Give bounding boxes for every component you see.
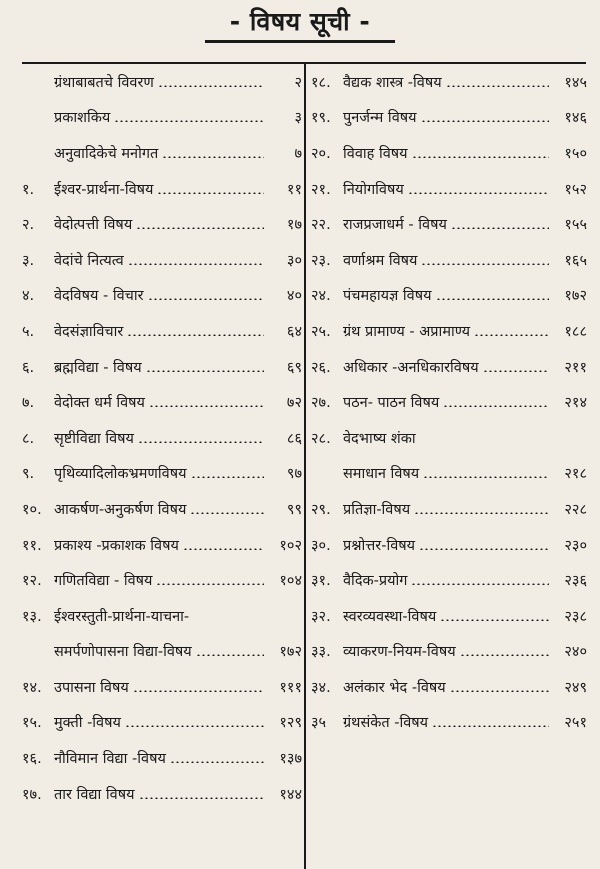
dot-leader: [183, 548, 264, 550]
entry-page: १०४: [279, 573, 302, 590]
entry-number: २७.: [311, 395, 331, 412]
entry-page: २३०: [564, 537, 587, 554]
entry-number: ३२.: [311, 608, 331, 625]
entry-number: ३४.: [311, 679, 331, 696]
entry-page: १०२: [279, 537, 302, 554]
entry-page: १८८: [564, 323, 587, 340]
dot-leader: [190, 512, 264, 514]
dot-leader: [408, 192, 549, 194]
toc-entry: [22, 278, 302, 314]
entry-title: ग्रंथाबाबतचे विवरण: [54, 74, 154, 91]
entry-title: पंचमहायज्ञ विषय: [343, 288, 432, 305]
dot-leader: [138, 441, 264, 443]
title-underline: [205, 40, 395, 43]
entry-number: ४.: [22, 288, 35, 305]
toc-entry: [22, 349, 302, 385]
entry-title: प्रतिज्ञा-विषय: [343, 501, 411, 518]
entry-page: ११: [286, 181, 302, 198]
dot-leader: [162, 156, 264, 158]
entry-number: २१.: [311, 181, 331, 198]
toc-entry: [22, 313, 302, 349]
dot-leader: [421, 263, 549, 265]
entry-page: २१४: [564, 395, 587, 412]
toc-entry: [311, 705, 587, 741]
entry-title: राजप्रजाधर्म - विषय: [343, 217, 447, 234]
entry-title: ईश्वर-प्रार्थना-विषय: [54, 181, 154, 198]
dot-leader: [436, 298, 550, 300]
entry-page: १४६: [564, 110, 587, 127]
entry-title: प्रकाश्य -प्रकाशक विषय: [54, 537, 179, 554]
entry-title: वेदविषय - विचार: [54, 288, 144, 305]
dot-leader: [133, 690, 264, 692]
entry-title: समर्पणोपासना विद्या-विषय: [54, 644, 192, 661]
toc-entry: [22, 456, 302, 492]
entry-title: पठन- पाठन विषय: [343, 395, 440, 412]
toc-entry: [22, 242, 302, 278]
entry-number: २५.: [311, 323, 331, 340]
toc-entry: [311, 456, 587, 492]
dot-leader: [136, 227, 264, 229]
entry-number: ११.: [22, 537, 42, 554]
entry-title: वेदभाष्य शंका: [343, 430, 416, 447]
entry-number: ३०.: [311, 537, 331, 554]
dot-leader: [451, 227, 549, 229]
dot-leader: [128, 263, 264, 265]
entry-title: वैदिक-प्रयोग: [343, 573, 408, 590]
entry-number: १६.: [22, 751, 42, 768]
entry-number: २९.: [311, 501, 331, 518]
dot-leader: [114, 120, 264, 122]
entry-page: १७२: [564, 288, 587, 305]
toc-entry: [311, 562, 587, 598]
left-column: [22, 64, 302, 811]
entry-title: नौविमान विद्या -विषय: [54, 751, 166, 768]
entry-title: वेदोक्त धर्म विषय: [54, 395, 145, 412]
entry-title: स्वरव्यवस्था-विषय: [343, 608, 437, 625]
entry-title: ग्रंथसंकेत -विषय: [343, 715, 429, 732]
entry-number: ३३.: [311, 644, 331, 661]
entry-number: २०.: [311, 145, 331, 162]
dot-leader: [450, 690, 549, 692]
entry-title: गणितविद्या - विषय: [54, 573, 153, 590]
toc-entry: [311, 491, 587, 527]
entry-page: १११: [279, 679, 302, 696]
title-area: [0, 0, 600, 44]
dot-leader: [440, 619, 549, 621]
dot-leader: [191, 476, 264, 478]
toc-entry: [22, 740, 302, 776]
entry-number: २४.: [311, 288, 331, 305]
dot-leader: [196, 654, 264, 656]
entry-title: विवाह विषय: [343, 145, 408, 162]
entry-page: १४५: [564, 74, 587, 91]
toc-entry: [22, 705, 302, 741]
entry-title: उपासना विषय: [54, 679, 129, 696]
dot-leader: [443, 405, 549, 407]
entry-number: १७.: [22, 786, 42, 803]
dot-leader: [412, 156, 549, 158]
page-title: - विषय सूची -: [229, 7, 371, 36]
entry-number: ६.: [22, 359, 35, 376]
entry-page: २५१: [564, 715, 587, 732]
entry-title: ग्रंथ प्रामाण्य - अप्रामाण्य: [343, 323, 471, 340]
entry-title: समाधान विषय: [343, 466, 420, 483]
toc-entry: [311, 669, 587, 705]
entry-title: अनुवादिकेचे मनोगत: [54, 145, 159, 162]
entry-number: १३.: [22, 608, 42, 625]
entry-number: १२.: [22, 573, 42, 590]
entry-page: ६४: [286, 323, 302, 340]
entry-page: २३८: [564, 608, 587, 625]
entry-page: १५०: [564, 145, 587, 162]
dot-leader: [158, 85, 264, 87]
dot-leader: [446, 85, 549, 87]
entry-page: १५५: [564, 217, 587, 234]
toc-entry: [22, 135, 302, 171]
entry-page: ९७: [286, 466, 302, 483]
entry-number: २३.: [311, 252, 331, 269]
column-divider: [304, 62, 306, 869]
dot-leader: [127, 334, 264, 336]
dot-leader: [149, 405, 264, 407]
entry-page: १४४: [279, 786, 302, 803]
entry-page: १६५: [564, 252, 587, 269]
entry-title: वेदांचे नित्यत्व: [54, 252, 124, 269]
toc-entry: [311, 420, 587, 456]
entry-title: ईश्वरस्तुती-प्रार्थना-याचना-: [54, 608, 190, 625]
dot-leader: [474, 334, 549, 336]
entry-number: १८.: [311, 74, 331, 91]
dot-leader: [483, 370, 549, 372]
dot-leader: [460, 654, 549, 656]
toc-entry: [311, 634, 587, 670]
toc-entry: [22, 100, 302, 136]
entry-number: ७.: [22, 395, 35, 412]
entry-number: २८.: [311, 430, 331, 447]
entry-title: मुक्ती -विषय: [54, 715, 121, 732]
entry-title: पृथिव्यादिलोकभ्रमणविषय: [54, 466, 187, 483]
entry-page: २४०: [564, 644, 587, 661]
dot-leader: [156, 583, 264, 585]
entry-page: ३: [294, 110, 302, 127]
entry-page: ६९: [286, 359, 302, 376]
entry-title: पुनर्जन्म विषय: [343, 110, 417, 127]
entry-page: २: [294, 74, 302, 91]
entry-page: १५२: [564, 181, 587, 198]
entry-number: १०.: [22, 501, 42, 518]
toc-entry: [311, 100, 587, 136]
entry-title: वर्णाश्रम विषय: [343, 252, 418, 269]
entry-title: वेदोत्पत्ती विषय: [54, 217, 133, 234]
toc-entry: [22, 669, 302, 705]
entry-number: ८.: [22, 430, 35, 447]
toc-entry: [22, 634, 302, 670]
dot-leader: [125, 725, 264, 727]
entry-number: ३५: [311, 715, 327, 732]
entry-title: अधिकार -अनधिकारविषय: [343, 359, 479, 376]
entry-page: १२९: [279, 715, 302, 732]
entry-page: २३६: [564, 573, 587, 590]
entry-number: २२.: [311, 217, 331, 234]
entry-number: १४.: [22, 679, 42, 696]
dot-leader: [414, 512, 549, 514]
right-column: [311, 64, 587, 740]
entry-title: सृष्टीविद्या विषय: [54, 430, 134, 447]
dot-leader: [146, 370, 264, 372]
entry-page: २२८: [564, 501, 587, 518]
dot-leader: [411, 583, 549, 585]
entry-number: १५.: [22, 715, 42, 732]
entry-title: ब्रह्मविद्या - विषय: [54, 359, 142, 376]
entry-number: १९.: [311, 110, 331, 127]
entry-number: ९.: [22, 466, 35, 483]
toc-entry: [311, 278, 587, 314]
entry-page: ४०: [286, 288, 302, 305]
dot-leader: [432, 725, 549, 727]
dot-leader: [419, 548, 549, 550]
dot-leader: [170, 761, 264, 763]
toc-entry: [311, 242, 587, 278]
entry-page: १७२: [279, 644, 302, 661]
toc-entry: [22, 562, 302, 598]
entry-page: ९९: [286, 501, 302, 518]
entry-page: ७२: [286, 395, 302, 412]
toc-entry: [311, 384, 587, 420]
dot-leader: [423, 476, 549, 478]
entry-number: ३१.: [311, 573, 331, 590]
entry-page: २११: [564, 359, 587, 376]
entry-page: ३०: [286, 252, 302, 269]
toc-entry: [22, 206, 302, 242]
entry-title: नियोगविषय: [343, 181, 404, 198]
toc-entry: [311, 527, 587, 563]
entry-title: व्याकरण-नियम-विषय: [343, 644, 456, 661]
toc-entry: [311, 64, 587, 100]
entry-title: प्रश्नोत्तर-विषय: [343, 537, 416, 554]
dot-leader: [148, 298, 264, 300]
entry-page: २१८: [564, 466, 587, 483]
entry-title: प्रकाशकिय: [54, 110, 111, 127]
toc-entry: [311, 206, 587, 242]
toc-entry: [311, 135, 587, 171]
toc-entry: [22, 776, 302, 812]
toc-entry: [311, 598, 587, 634]
toc-entry: [22, 491, 302, 527]
dot-leader: [157, 192, 264, 194]
entry-title: वेदसंज्ञाविचार: [54, 323, 124, 340]
toc-entry: [311, 313, 587, 349]
toc-entry: [22, 420, 302, 456]
dot-leader: [139, 797, 265, 799]
entry-number: २६.: [311, 359, 331, 376]
entry-title: आकर्षण-अनुकर्षण विषय: [54, 501, 187, 518]
toc-entry: [22, 384, 302, 420]
entry-page: १३७: [279, 751, 302, 768]
entry-page: २४९: [564, 679, 587, 696]
toc-entry: [22, 598, 302, 634]
entry-number: ३.: [22, 252, 35, 269]
entry-title: वैद्यक शास्त्र -विषय: [343, 74, 442, 91]
toc-entry: [22, 64, 302, 100]
dot-leader: [421, 120, 549, 122]
entry-number: १.: [22, 181, 35, 198]
entry-number: ५.: [22, 323, 35, 340]
entry-page: १७: [286, 217, 302, 234]
toc-entry: [22, 171, 302, 207]
entry-page: ७: [294, 145, 302, 162]
entry-page: ८६: [286, 430, 302, 447]
toc-entry: [311, 349, 587, 385]
toc-entry: [311, 171, 587, 207]
entry-title: अलंकार भेद -विषय: [343, 679, 446, 696]
entry-title: तार विद्या विषय: [54, 786, 135, 803]
toc-entry: [22, 527, 302, 563]
entry-number: २.: [22, 217, 35, 234]
